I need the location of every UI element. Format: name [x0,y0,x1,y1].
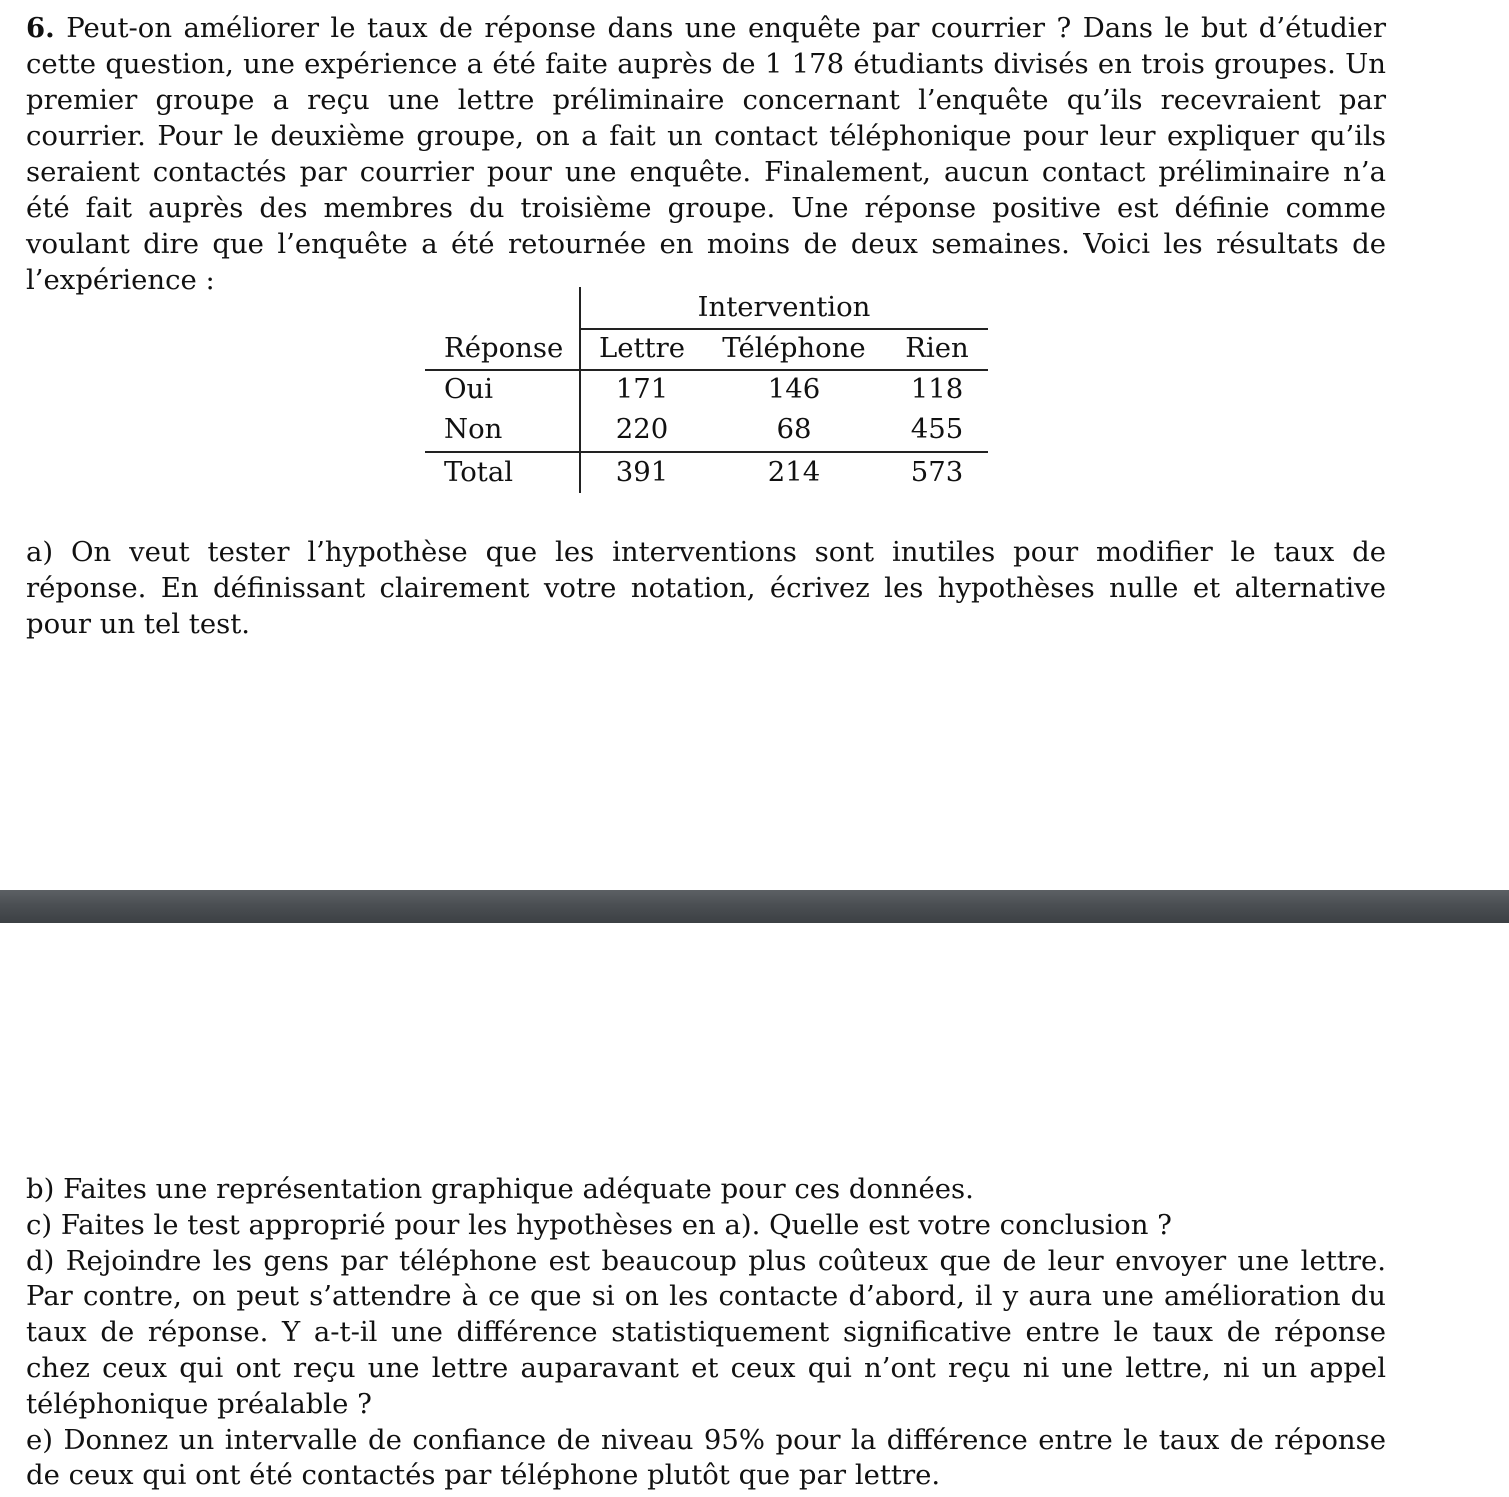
table-cell: 146 [767,373,821,405]
group-header: Intervention [697,291,871,323]
results-table [425,287,988,493]
page-divider [0,890,1509,923]
row-header: Réponse [444,332,564,364]
question-b: b) Faites une représentation graphique adéquate pour ces données. [26,1173,974,1205]
column-header-telephone: Téléphone [722,332,866,364]
question-e: e) Donnez un intervalle de confiance de niveau 95% pour la différence entre le taux de réponse de ceux qui ont été contactés par téléphone plutôt que par lettre. [26,1423,1386,1492]
question-c: c) Faites le test approprié pour les hypothèses en a). Quelle est votre conclusion ? [26,1208,1172,1241]
table-cell: 573 [910,456,964,488]
row-label-oui: Oui [444,373,494,405]
table-cell: 220 [615,413,669,445]
questions-b-to-e [26,1172,1386,1494]
table-cell: 455 [910,413,964,445]
question-a: a) On veut tester l’hypothèse que les interventions sont inutiles pour modifier le taux de réponse. En définissant clairement votre notation, écrivez les hypothèses nulle et alternative pour un tel test. [26,536,1386,640]
row-label-non: Non [444,413,503,445]
exercise-number: 6. [26,12,55,44]
exercise-intro-text: Peut-on améliorer le taux de réponse dans une enquête par courrier ? Dans le but d’étudier cette question, une expérience a été faite auprès de 1 178 étudiants divisés en trois groupes. Un premier groupe a reçu une lettre préliminaire concernant l’enquête qu’ils recevraient par courrier. Pour le deuxième groupe, on a fait un contact téléphonique pour leur expliquer qu’ils seraient contactés par courrier pour une enquête. Finalement, aucun contact préliminaire n’a été fait auprès des membres du troisième groupe. Une réponse positive est définie comme voulant dire que l’enquête a été retournée en moins de deux semaines. Voici les résultats de l’expérience : [26,12,1386,296]
table-cell: 118 [910,373,964,405]
table-cell: 214 [767,456,821,488]
table-cell: 68 [776,413,812,445]
table-cell: 171 [615,373,669,405]
column-header-rien: Rien [905,332,969,364]
exercise-intro [26,10,1386,298]
question-d: d) Rejoindre les gens par téléphone est beaucoup plus coûteux que de leur envoyer une lettre. Par contre, on peut s’attendre à ce que si on les contacte d’abord, il y aura une amélioration du taux de réponse. Y a-t-il une différence statistiquement significative entre le taux de réponse chez ceux qui ont reçu une lettre auparavant et ceux qui n’ont reçu ni une lettre, ni un appel téléphonique préalable ? [26,1244,1386,1420]
row-label-total: Total [444,456,514,488]
column-header-lettre: Lettre [598,332,686,364]
table-cell: 391 [615,456,669,488]
